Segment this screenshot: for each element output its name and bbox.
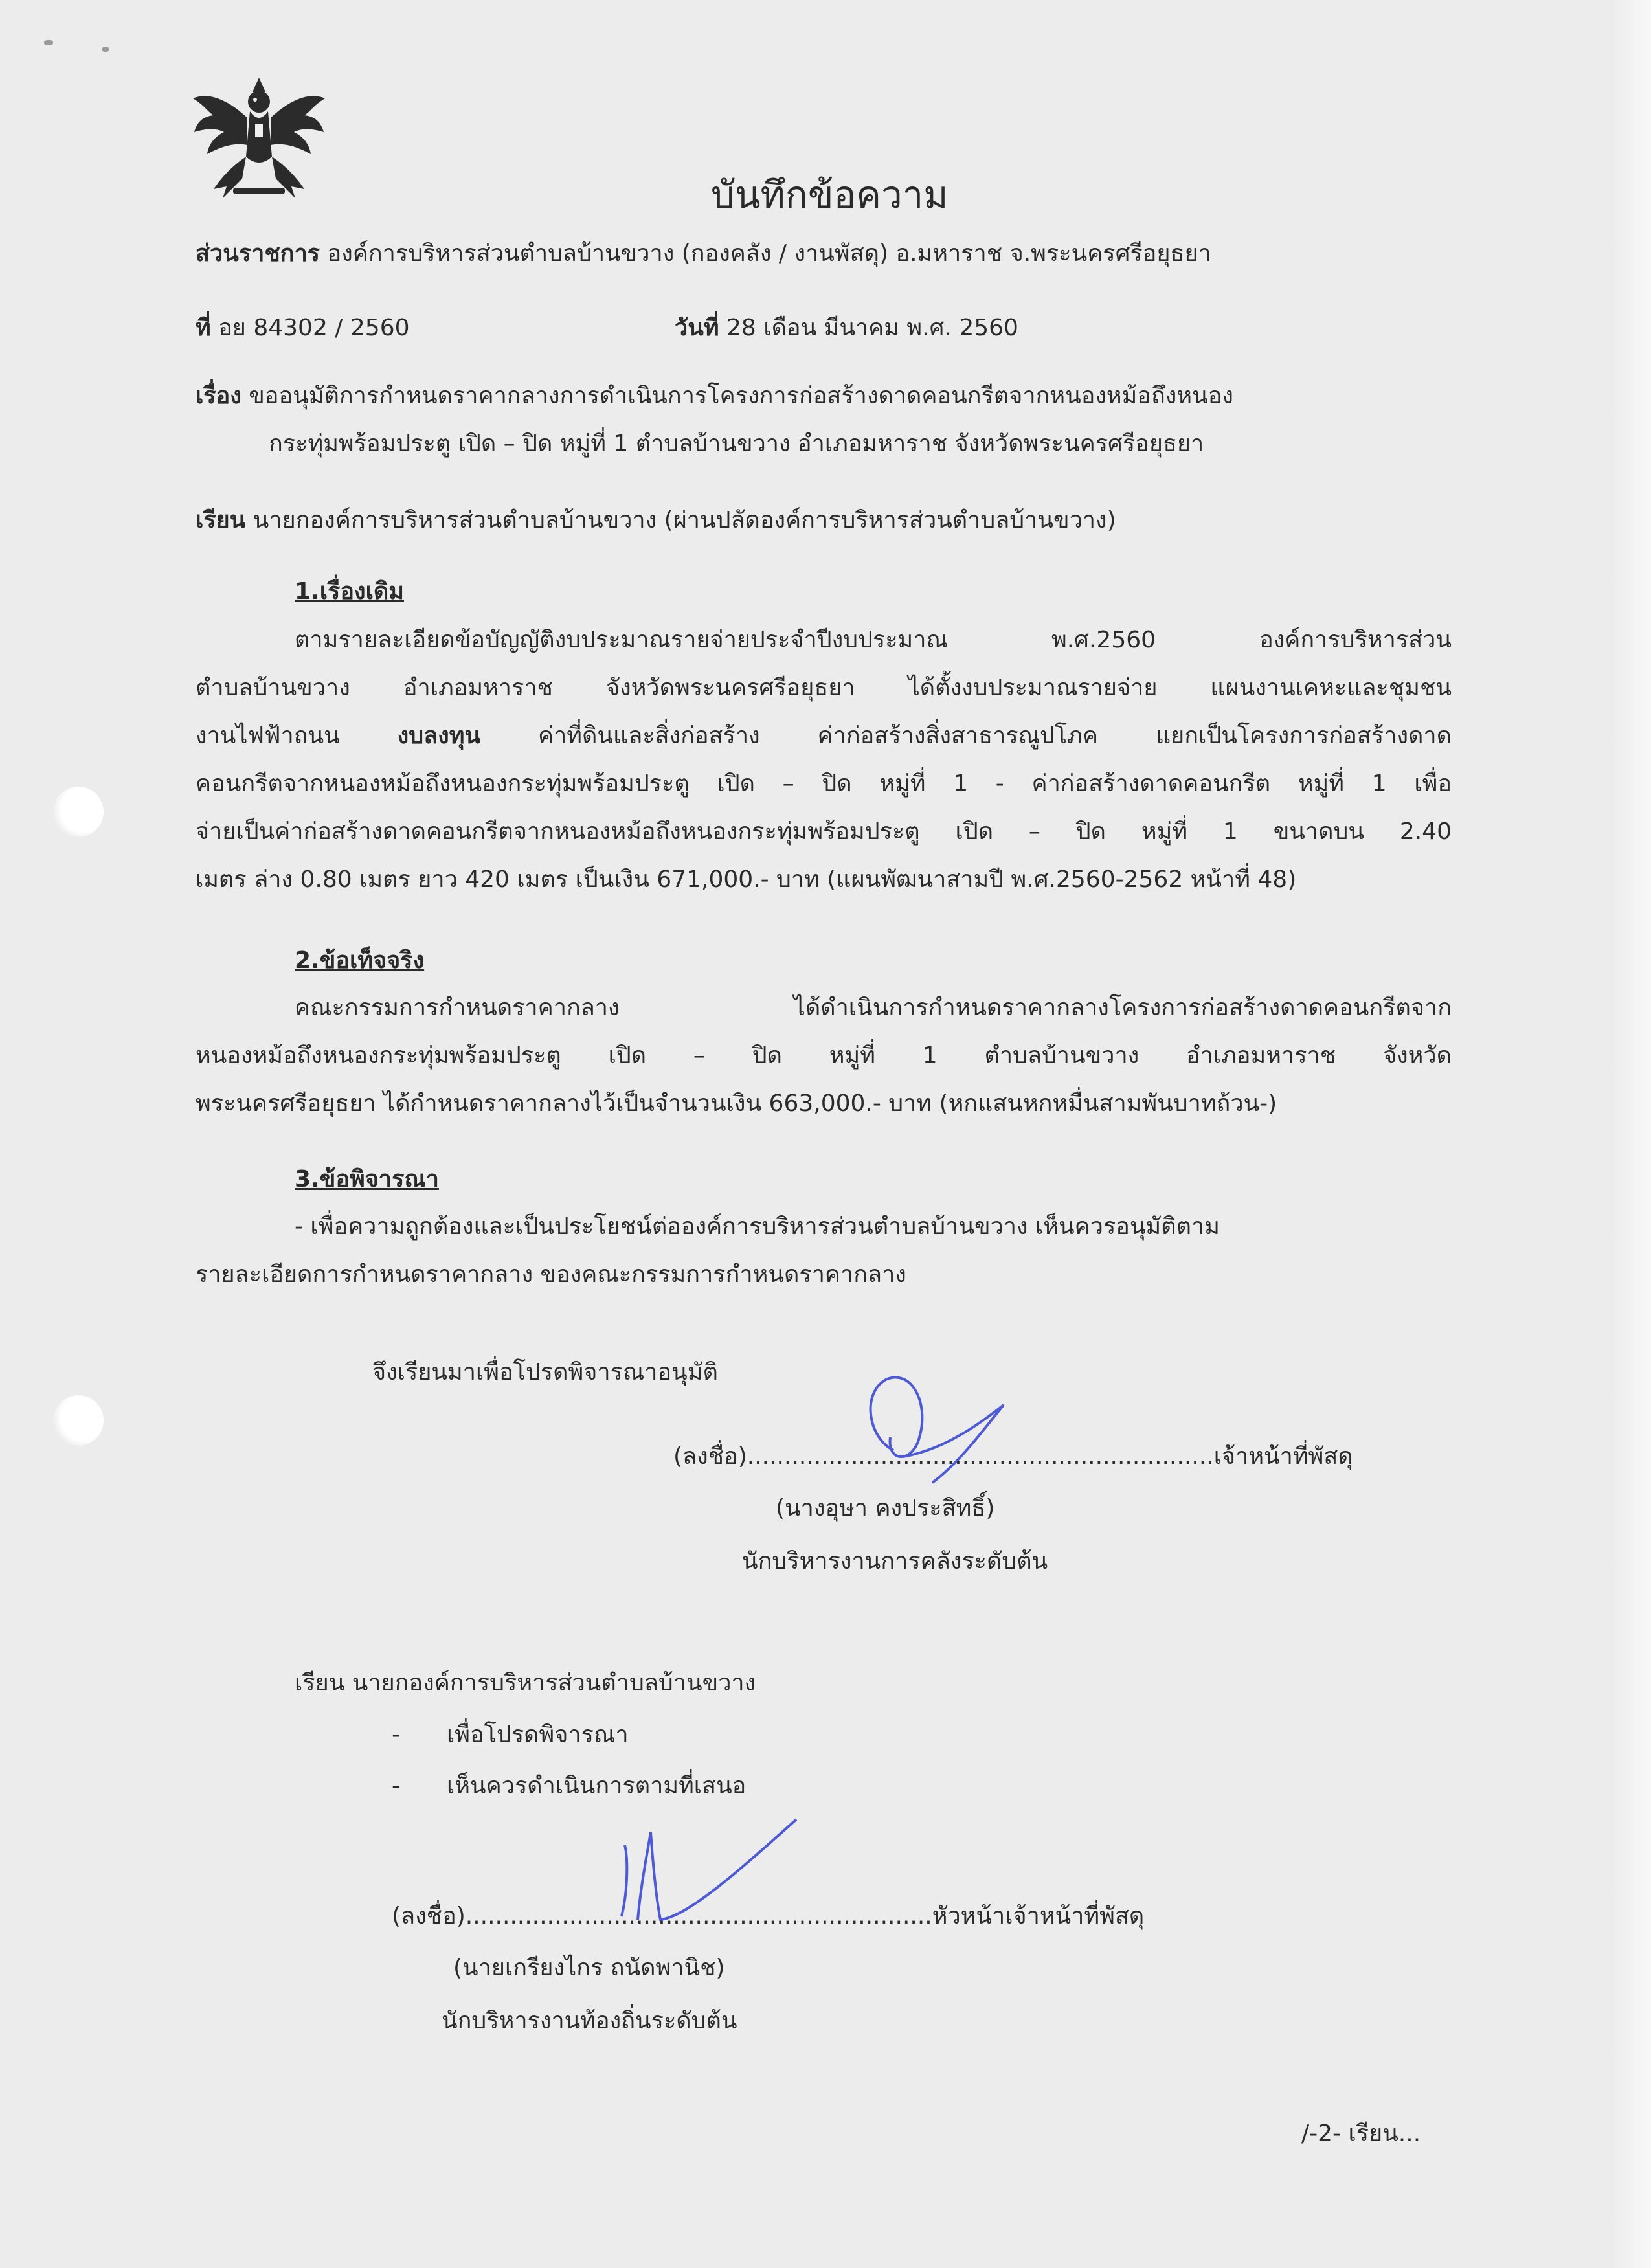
date-value: 28 เดือน มีนาคม พ.ศ. 2560 <box>726 315 1018 341</box>
paragraph-line: พระนครศรีอยุธยา ได้กำหนดราคากลางไว้เป็นจำนวนเงิน 663,000.- บาท (หกแสนหกหมื่นสามพันบาทถ้วน-) <box>196 1090 1277 1117</box>
reference-line <box>196 314 410 342</box>
addressee-value: นายกองค์การบริหารส่วนตำบลบ้านขวาง (ผ่านปลัดองค์การบริหารส่วนตำบลบ้านขวาง) <box>253 507 1116 533</box>
signer-2-name: (นายเกรียงไกร ถนัดพานิช) <box>453 1955 725 1981</box>
date-line <box>675 314 1018 342</box>
subject-text: ขออนุมัติการกำหนดราคากลางการดำเนินการโครงการก่อสร้างดาดคอนกรีตจากหนองหม้อถึงหนอง <box>249 383 1233 409</box>
scan-speck <box>44 40 53 45</box>
paragraph-line: - เพื่อความถูกต้องและเป็นประโยชน์ต่อองค์การบริหารส่วนตำบลบ้านขวาง เห็นควรอนุมัติตาม <box>295 1213 1220 1240</box>
section-1-paragraph <box>196 616 1452 904</box>
paragraph-line: คอนกรีตจากหนองหม้อถึงหนองกระทุ่มพร้อมประตู เปิด – ปิด หมู่ที่ 1 - ค่าก่อสร้างดาดคอนกรีต หมู่ที่ 1 เพื่อ <box>196 770 1452 797</box>
section-3-paragraph <box>196 1203 1374 1299</box>
endorsement-item-bullet: - <box>392 1773 400 1799</box>
subject-line-1 <box>196 382 1233 410</box>
addressee-line <box>196 506 1116 535</box>
signer-2-position: นักบริหารงานท้องถิ่นระดับต้น <box>442 2008 737 2034</box>
signer-1-position: นักบริหารงานการคลังระดับต้น <box>742 1548 1048 1575</box>
page-continuation: /-2- เรียน... <box>1301 2120 1421 2147</box>
punch-hole <box>53 787 104 837</box>
endorsement-item-2: เห็นควรดำเนินการตามที่เสนอ <box>447 1773 747 1799</box>
paragraph-line: รายละเอียดการกำหนดราคากลาง ของคณะกรรมการกำหนดราคากลาง <box>196 1261 906 1288</box>
signature-1-icon <box>842 1366 1036 1515</box>
document-title: บันทึกข้อความ <box>711 173 949 217</box>
paragraph-line: ตามรายละเอียดข้อบัญญัติงบประมาณรายจ่ายประจำปีงบประมาณ พ.ศ.2560 องค์การบริหารส่วน <box>295 627 1452 653</box>
section-2-heading: 2.ข้อเท็จจริง <box>295 947 425 974</box>
agency-line <box>196 240 1211 268</box>
signer-1-sign-line: (ลงชื่อ)...............................................................เจ้าหน้าที่พัสดุ <box>673 1443 1353 1470</box>
paragraph-line: จ่ายเป็นค่าก่อสร้างดาดคอนกรีตจากหนองหม้อถึงหนองกระทุ่มพร้อมประตู เปิด – ปิด หมู่ที่ 1 ขนาดบน 2.40 <box>196 818 1452 845</box>
garuda-emblem-icon <box>188 73 330 205</box>
reference-value: อย 84302 / 2560 <box>218 315 410 341</box>
paragraph-line: ตำบลบ้านขวาง อำเภอมหาราช จังหวัดพระนครศรีอยุธยา ได้ตั้งงบประมาณรายจ่าย แผนงานเคหะและชุมชน <box>196 675 1452 701</box>
capital-budget-label: งบลงทุน <box>397 723 481 749</box>
paragraph-line: หนองหม้อถึงหนองกระทุ่มพร้อมประตู เปิด – ปิด หมู่ที่ 1 ตำบลบ้านขวาง อำเภอมหาราช จังหวัด <box>196 1042 1452 1069</box>
paragraph-line: เมตร ล่าง 0.80 เมตร ยาว 420 เมตร เป็นเงิน 671,000.- บาท (แผนพัฒนาสามปี พ.ศ.2560-2562 หน้าที่ 48) <box>196 866 1297 893</box>
paragraph-line: งานไฟฟ้าถนน งบลงทุน ค่าที่ดินและสิ่งก่อสร้าง ค่าก่อสร้างสิ่งสาธารณูปโภค แยกเป็นโครงการก่อสร้างดาด <box>196 723 1452 749</box>
endorsement-addressee: เรียน นายกองค์การบริหารส่วนตำบลบ้านขวาง <box>295 1670 756 1696</box>
agency-value: องค์การบริหารส่วนตำบลบ้านขวาง (กองคลัง / งานพัสดุ) อ.มหาราช จ.พระนครศรีอยุธยา <box>327 240 1211 267</box>
subject-line-2: กระทุ่มพร้อมประตู เปิด – ปิด หมู่ที่ 1 ตำบลบ้านขวาง อำเภอมหาราช จังหวัดพระนครศรีอยุธยา <box>269 431 1204 457</box>
signer-1-name: (นางอุษา คงประสิทธิ์) <box>776 1495 995 1521</box>
endorsement-item-1: เพื่อโปรดพิจารณา <box>447 1722 629 1748</box>
endorsement-item-bullet: - <box>392 1722 400 1748</box>
signer-2-sign-line: (ลงชื่อ)...............................................................หัวหน้าเจ้าหน้าที่พัสดุ <box>392 1903 1145 1929</box>
scan-speck <box>102 47 109 52</box>
closing-line: จึงเรียนมาเพื่อโปรดพิจารณาอนุมัติ <box>372 1359 718 1386</box>
paragraph-line: คณะกรรมการกำหนดราคากลาง ได้ดำเนินการกำหนดราคากลางโครงการก่อสร้างดาดคอนกรีตจาก <box>295 994 1452 1021</box>
subject-label: เรื่อง <box>196 383 241 409</box>
agency-label: ส่วนราชการ <box>196 240 320 267</box>
date-label: วันที่ <box>675 315 719 341</box>
section-3-heading: 3.ข้อพิจารณา <box>295 1166 439 1193</box>
section-1-heading: 1.เรื่องเดิม <box>295 578 404 605</box>
page-edge-shadow <box>1612 0 1651 2268</box>
reference-label: ที่ <box>196 315 211 341</box>
punch-hole <box>53 1395 104 1446</box>
section-2-paragraph <box>196 984 1452 1128</box>
addressee-label: เรียน <box>196 507 246 533</box>
